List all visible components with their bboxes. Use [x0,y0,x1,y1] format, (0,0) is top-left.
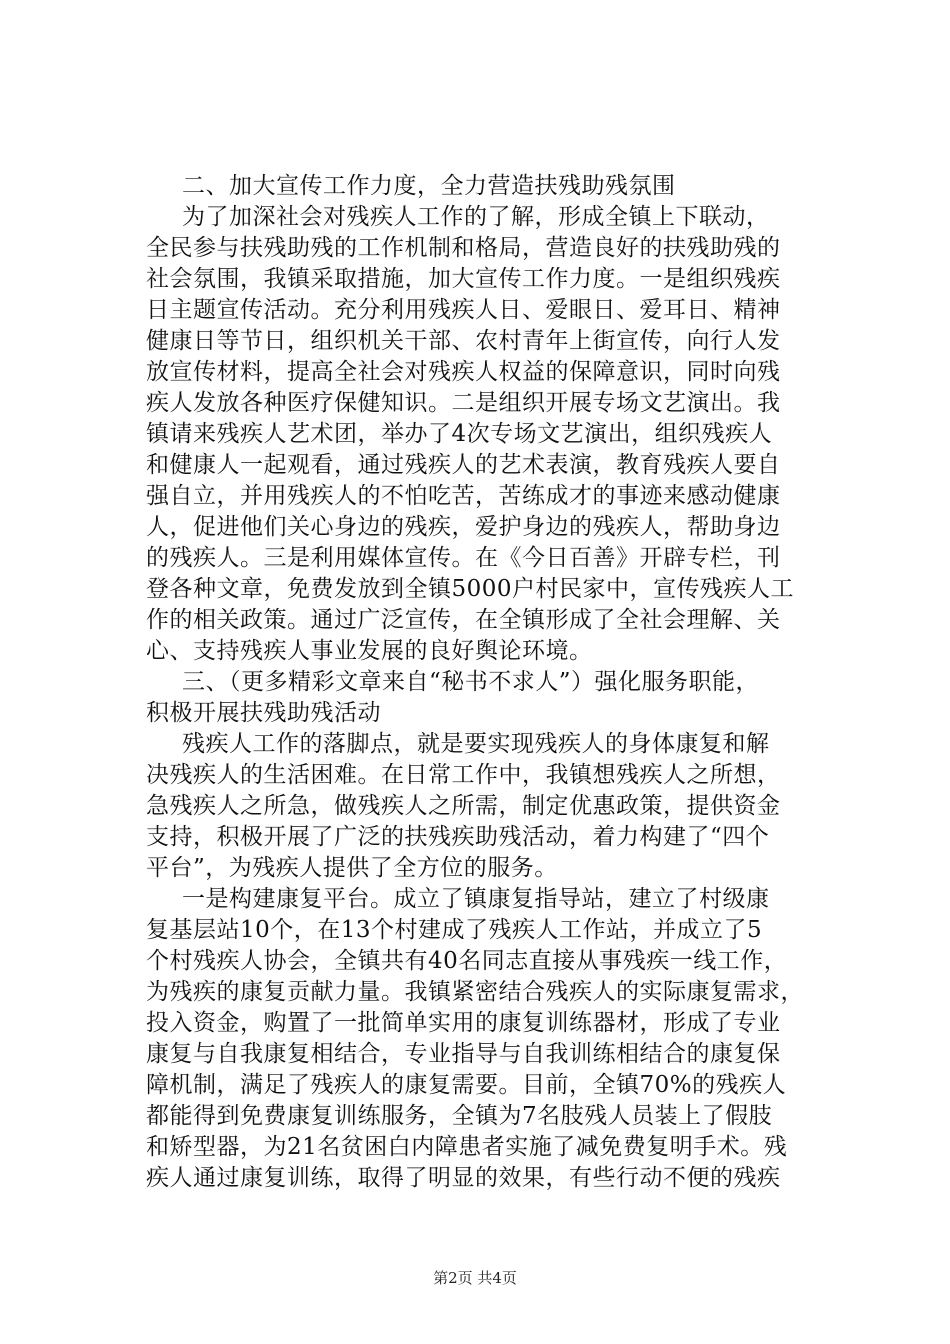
paragraph-line: 都能得到免费康复训练服务，全镇为7名肢残人员装上了假肢 [146,1103,773,1129]
paragraph-line: 心、支持残疾人事业发展的良好舆论环境。 [146,638,593,664]
paragraph-line: 为了加深社会对残疾人工作的了解，形成全镇上下联动， [182,204,770,230]
paragraph-line: 个村残疾人协会，全镇共有40名同志直接从事残疾一线工作， [146,948,788,974]
paragraph-line: 镇请来残疾人艺术团，举办了4次专场文艺演出，组织残疾人 [146,421,773,447]
paragraph-line: 支持，积极开展了广泛的扶残疾助残活动，着力构建了“四个 [146,824,770,850]
paragraph-line: 障机制，满足了残疾人的康复需要。目前，全镇70%的残疾人 [146,1072,787,1098]
paragraph-line: 和矫型器，为21名贫困白内障患者实施了减免费复明手术。残 [146,1134,788,1160]
section-heading-3-cont: 积极开展扶残助残活动 [146,700,381,726]
paragraph-line: 日主题宣传活动。充分利用残疾人日、爱眼日、爱耳日、精神 [146,297,781,323]
paragraph-line: 为残疾的康复贡献力量。我镇紧密结合残疾人的实际康复需求， [146,979,804,1005]
paragraph-line: 投入资金，购置了一批简单实用的康复训练器材，形成了专业 [146,1010,781,1036]
paragraph-line: 康复与自我康复相结合，专业指导与自我训练相结合的康复保 [146,1041,781,1067]
paragraph-line: 登各种文章，免费发放到全镇5000户村民家中，宣传残疾人工 [146,576,795,602]
paragraph-line: 疾人发放各种医疗保健知识。二是组织开展专场文艺演出。我 [146,390,781,416]
paragraph-line: 人，促进他们关心身边的残疾，爱护身边的残疾人，帮助身边 [146,514,781,540]
paragraph-line: 疾人通过康复训练，取得了明显的效果，有些行动不便的残疾 [146,1165,781,1191]
paragraph-line: 放宣传材料，提高全社会对残疾人权益的保障意识，同时向残 [146,359,781,385]
paragraph-line: 的残疾人。三是利用媒体宣传。在《今日百善》开辟专栏，刊 [146,545,781,571]
paragraph-line: 急残疾人之所急，做残疾人之所需，制定优惠政策，提供资金 [146,793,781,819]
section-heading-2: 二、加大宣传工作力度，全力营造扶残助残氛围 [182,173,676,199]
page-footer: 第2页 共4页 [433,1269,517,1287]
paragraph-line: 强自立，并用残疾人的不怕吃苦，苦练成才的事迹来感动健康 [146,483,781,509]
paragraph-line: 和健康人一起观看，通过残疾人的艺术表演，教育残疾人要自 [146,452,781,478]
paragraph-line: 社会氛围，我镇采取措施，加大宣传工作力度。一是组织残疾 [146,266,781,292]
paragraph-line: 健康日等节日，组织机关干部、农村青年上街宣传，向行人发 [146,328,781,354]
paragraph-line: 决残疾人的生活困难。在日常工作中，我镇想残疾人之所想， [146,762,781,788]
paragraph-line: 作的相关政策。通过广泛宣传，在全镇形成了全社会理解、关 [146,607,781,633]
paragraph-line: 残疾人工作的落脚点，就是要实现残疾人的身体康复和解 [182,731,770,757]
section-heading-3: 三、（更多精彩文章来自“秘书不求人”）强化服务职能， [182,669,760,695]
paragraph-line: 全民参与扶残助残的工作机制和格局，营造良好的扶残助残的 [146,235,781,261]
paragraph-line: 复基层站10个，在13个村建成了残疾人工作站，并成立了5 [146,917,763,943]
paragraph-line: 平台”，为残疾人提供了全方位的服务。 [146,855,558,881]
paragraph-line: 一是构建康复平台。成立了镇康复指导站，建立了村级康 [182,886,770,912]
